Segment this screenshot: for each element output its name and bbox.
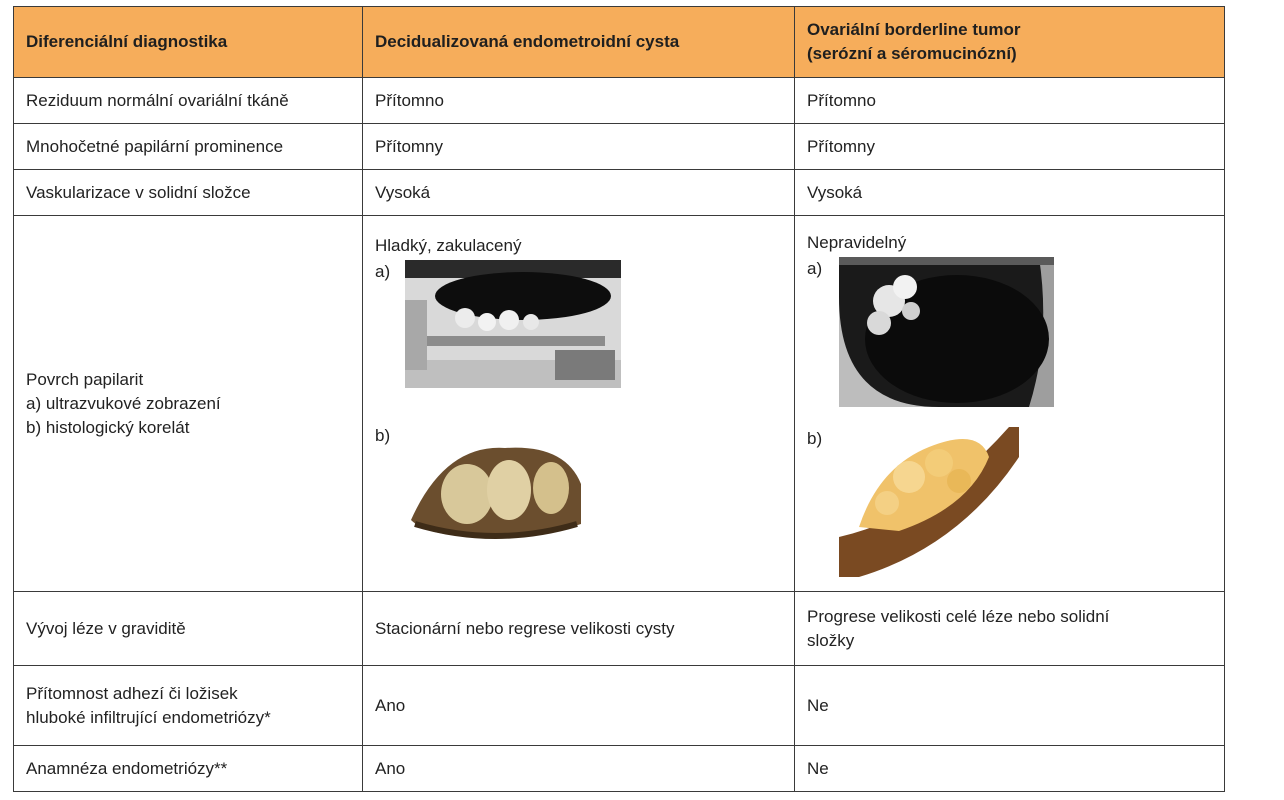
histology-image-cyst <box>405 424 589 552</box>
row-label: Vývoj léze v graviditě <box>14 592 363 666</box>
row-label-line: a) ultrazvukové zobrazení <box>26 393 221 413</box>
header-decidualized-cyst: Decidualizovaná endometroidní cysta <box>363 7 795 78</box>
header-differential-diagnosis: Diferenciální diagnostika <box>14 7 363 78</box>
row-label-line: Povrch papilarit <box>26 369 144 389</box>
cell-cyst: Ano <box>363 746 795 792</box>
label-a: a) <box>375 261 391 281</box>
cell-cyst: Přítomny <box>363 124 795 170</box>
cell-cyst: Stacionární nebo regrese velikosti cysty <box>363 592 795 666</box>
cell-cyst <box>363 216 795 592</box>
tumor-surface-title: Nepravidelný <box>807 232 907 252</box>
header-borderline-tumor <box>795 7 1225 78</box>
cell-tumor: Přítomno <box>795 78 1225 124</box>
row-label: Vaskularizace v solidní složce <box>14 170 363 216</box>
row-label <box>14 666 363 746</box>
header-borderline-line1: Ovariální borderline tumor <box>807 20 1021 39</box>
table-row <box>14 170 1225 216</box>
table-row-papillae-surface <box>14 216 1225 592</box>
cell-tumor: Ne <box>795 746 1225 792</box>
row-label <box>14 216 363 592</box>
table-row <box>14 78 1225 124</box>
table-row <box>14 592 1225 666</box>
cell-tumor <box>795 592 1225 666</box>
differential-diagnosis-table <box>13 6 1225 792</box>
cell-tumor-line2: složky <box>807 630 855 650</box>
ultrasound-image-tumor <box>839 257 1054 407</box>
label-b: b) <box>807 428 823 448</box>
table-row <box>14 124 1225 170</box>
label-b: b) <box>375 425 391 445</box>
row-label-line: Přítomnost adhezí či ložisek <box>26 683 238 703</box>
header-row <box>14 7 1225 78</box>
cell-tumor <box>795 216 1225 592</box>
cell-cyst: Vysoká <box>363 170 795 216</box>
ultrasound-image-cyst <box>405 260 621 388</box>
row-label-line: hluboké infiltrující endometriózy* <box>26 707 271 727</box>
row-label: Mnohočetné papilární prominence <box>14 124 363 170</box>
header-borderline-line2: (serózní a séromucinózní) <box>807 44 1017 63</box>
cell-tumor: Ne <box>795 666 1225 746</box>
row-label: Anamnéza endometriózy** <box>14 746 363 792</box>
cell-tumor-line1: Progrese velikosti celé léze nebo solidní <box>807 606 1110 626</box>
table-row <box>14 666 1225 746</box>
cell-tumor: Přítomny <box>795 124 1225 170</box>
table-row <box>14 746 1225 792</box>
label-a: a) <box>807 258 823 278</box>
cell-tumor: Vysoká <box>795 170 1225 216</box>
row-label-line: b) histologický korelát <box>26 417 190 437</box>
row-label: Reziduum normální ovariální tkáně <box>14 78 363 124</box>
cell-cyst: Přítomno <box>363 78 795 124</box>
cyst-surface-title: Hladký, zakulacený <box>375 235 522 255</box>
histology-image-tumor <box>839 427 1019 577</box>
cell-cyst: Ano <box>363 666 795 746</box>
